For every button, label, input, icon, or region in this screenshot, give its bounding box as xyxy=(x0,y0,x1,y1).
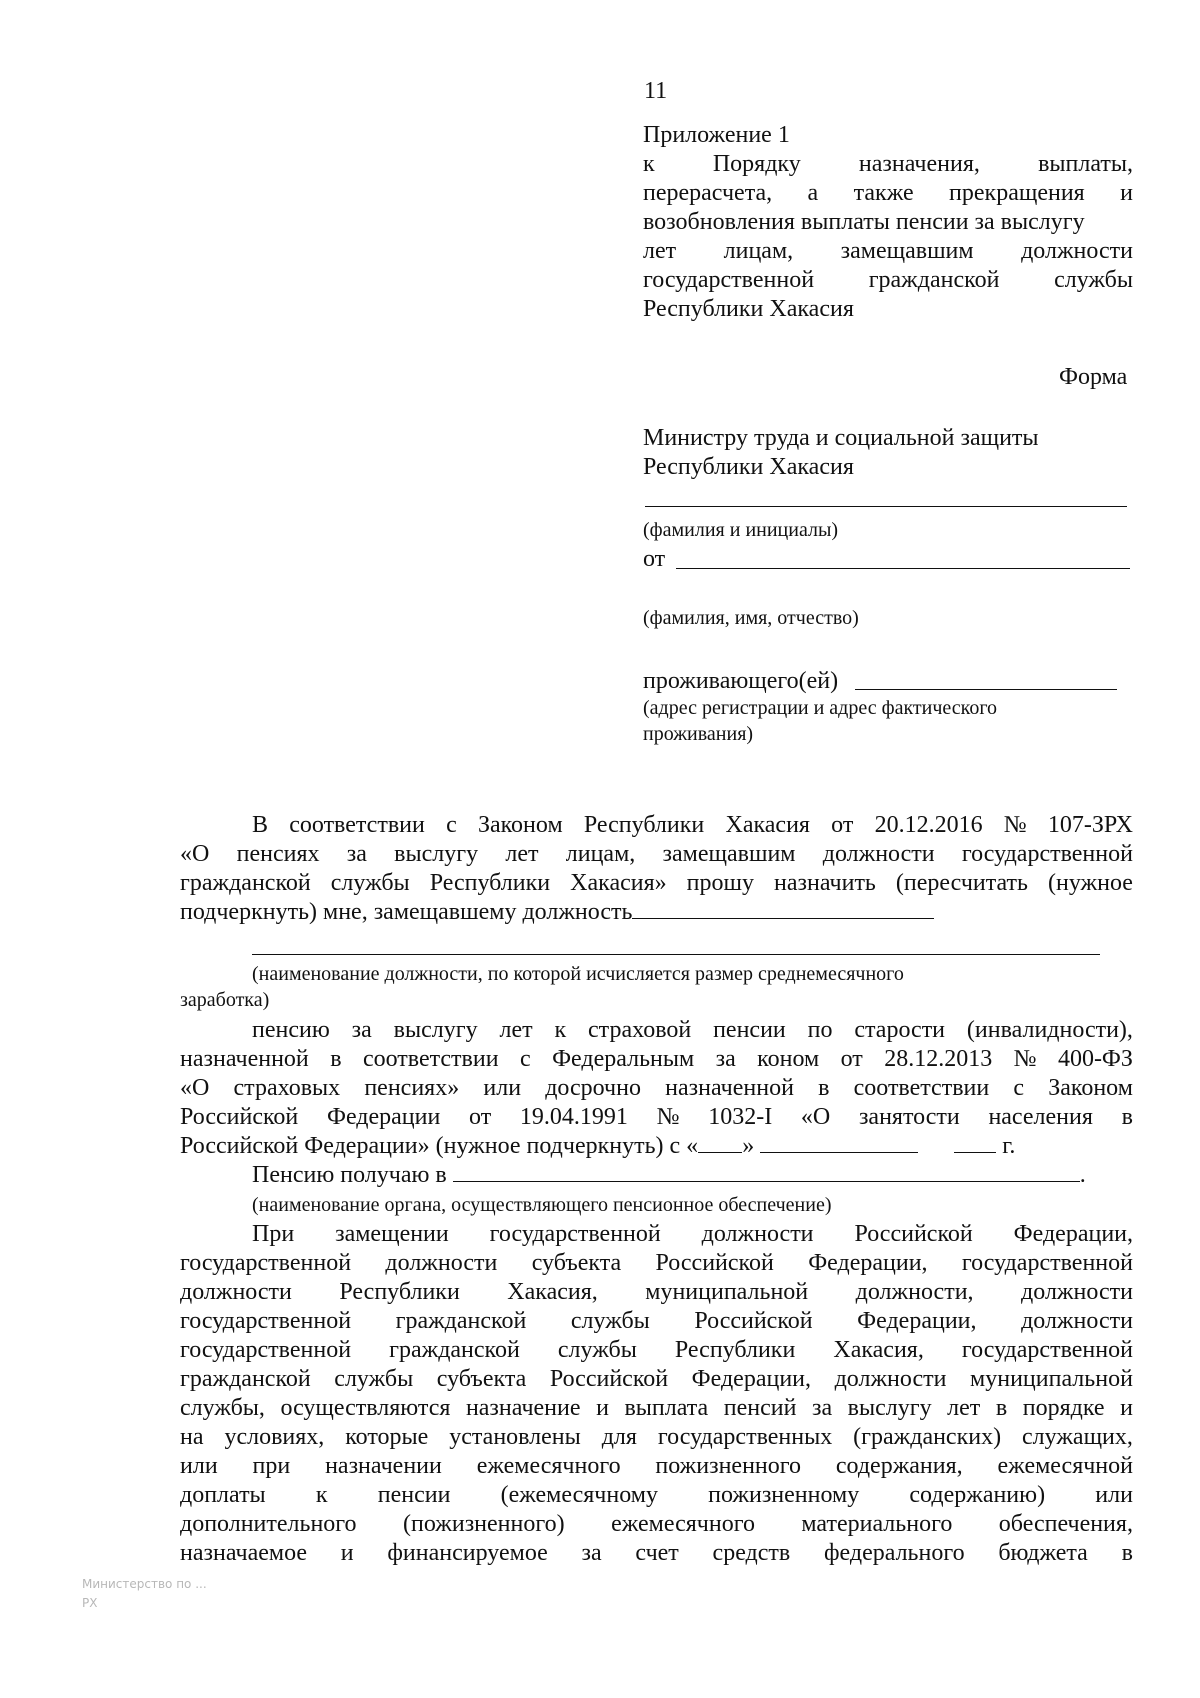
word: назначенной xyxy=(665,1075,794,1101)
word: занятости xyxy=(858,1104,960,1130)
appendix-line xyxy=(643,237,1133,266)
position-name-field xyxy=(252,954,1100,955)
body-line xyxy=(252,811,1133,840)
word: государственной xyxy=(961,1337,1133,1363)
word: замещении xyxy=(335,1221,449,1247)
word: (ежемесячному xyxy=(500,1482,658,1508)
body-line xyxy=(180,1132,1015,1161)
word: должности xyxy=(385,1250,498,1276)
word: прошу xyxy=(686,870,754,896)
word: лицам, xyxy=(723,238,794,264)
position-caption-2: заработка) xyxy=(180,989,270,1011)
body-line xyxy=(180,1510,1133,1539)
word: назначении xyxy=(325,1453,442,1479)
word: Хакасия, xyxy=(507,1279,598,1305)
word: коном xyxy=(757,1046,820,1072)
word: назначение xyxy=(465,1395,581,1421)
word: службы xyxy=(334,1366,414,1392)
word: государственной xyxy=(961,841,1133,867)
word: старости xyxy=(854,1017,946,1043)
word: содержанию) xyxy=(909,1482,1046,1508)
word: гражданской xyxy=(180,870,311,896)
word: лет xyxy=(499,1017,533,1043)
body-line xyxy=(180,840,1133,869)
stamp-line-2: РХ xyxy=(82,1596,98,1610)
word: Порядку xyxy=(712,151,801,177)
word: 28.12.2013 xyxy=(884,1046,993,1072)
word: «О xyxy=(180,841,210,867)
body-line xyxy=(252,1016,1133,1045)
word: от xyxy=(840,1046,863,1072)
word: или xyxy=(180,1453,218,1479)
address-caption-2: проживания) xyxy=(643,723,754,745)
word: в xyxy=(330,1046,342,1072)
word: порядке xyxy=(1022,1395,1105,1421)
word: в xyxy=(818,1075,830,1101)
word: назначения, xyxy=(858,151,980,177)
body-line xyxy=(180,1423,1133,1452)
word: «О xyxy=(180,1075,210,1101)
word: муниципальной xyxy=(645,1279,809,1305)
word: бюджета xyxy=(998,1540,1088,1566)
word: и xyxy=(340,1540,354,1566)
appendix-line: Республики Хакасия xyxy=(643,296,854,322)
addressee-line-1: Министру труда и социальной защиты xyxy=(643,425,1039,451)
word: 20.12.2016 xyxy=(874,812,983,838)
word: Российской xyxy=(180,1104,299,1130)
word: соответствии xyxy=(289,812,425,838)
word: счет xyxy=(635,1540,679,1566)
word: средств xyxy=(712,1540,791,1566)
word: пенсии xyxy=(377,1482,451,1508)
appendix-line xyxy=(643,208,1133,237)
word: в xyxy=(1121,1540,1133,1566)
word: 1032-I xyxy=(708,1104,773,1130)
word: и xyxy=(596,1395,609,1421)
word: № xyxy=(1013,1046,1037,1072)
from-label: от xyxy=(643,546,666,572)
word: а xyxy=(807,180,819,206)
word: лицам, xyxy=(565,841,636,867)
word: пенсии xyxy=(713,1017,786,1043)
day-field xyxy=(698,1132,742,1153)
pension-organ-field xyxy=(453,1161,1080,1182)
word: пенсиях» xyxy=(364,1075,460,1101)
appendix-line xyxy=(643,266,1133,295)
initials-caption: (фамилия и инициалы) xyxy=(643,519,839,541)
word: государственной xyxy=(489,1221,661,1247)
word: условиях, xyxy=(224,1424,325,1450)
word: Республики xyxy=(583,812,705,838)
page-number: 11 xyxy=(644,78,668,104)
word: (инвалидности), xyxy=(966,1017,1133,1043)
month-field xyxy=(760,1132,918,1153)
word: 107-ЗРХ xyxy=(1047,812,1133,838)
word: или xyxy=(483,1075,522,1101)
word: ежемесячной xyxy=(997,1453,1133,1479)
word: обеспечения, xyxy=(998,1511,1133,1537)
word: При xyxy=(252,1221,295,1247)
body-line xyxy=(180,1452,1133,1481)
word: и xyxy=(1120,1395,1133,1421)
word: также xyxy=(853,180,914,206)
word: службы xyxy=(570,1308,650,1334)
appendix-line xyxy=(643,179,1133,208)
position-field xyxy=(632,898,934,919)
body-line xyxy=(180,898,934,927)
word: с xyxy=(446,812,457,838)
word: материального xyxy=(801,1511,953,1537)
word: (гражданских) xyxy=(853,1424,1002,1450)
body-line xyxy=(180,1307,1133,1336)
word: назначаемое xyxy=(180,1540,308,1566)
word: выслугу xyxy=(393,1017,478,1043)
word: государственной xyxy=(961,1250,1133,1276)
word: гражданской xyxy=(180,1366,311,1392)
word: Федерации xyxy=(326,1104,441,1130)
address-field xyxy=(855,689,1117,690)
minister-name-field xyxy=(645,506,1127,507)
address-caption: (адрес регистрации и адрес фактического xyxy=(643,697,998,719)
position-caption: (наименование должности, по которой исчисляется размер среднемесячного xyxy=(252,963,904,985)
word: должности xyxy=(1021,1308,1133,1334)
p1-last-text: подчеркнуть) мне, замещавшему должность xyxy=(180,899,633,925)
word: пенсию xyxy=(252,1017,330,1043)
addressee-line-2: Республики Хакасия xyxy=(643,454,854,480)
appendix-title: Приложение 1 xyxy=(643,122,790,148)
word: доплаты xyxy=(180,1482,266,1508)
body-line xyxy=(180,1539,1133,1568)
word: Хакасия xyxy=(725,812,810,838)
word: службы xyxy=(1054,267,1133,293)
word: перерасчета, xyxy=(643,180,773,206)
receiving-end: . xyxy=(1079,1162,1086,1188)
word: (нужное xyxy=(1048,870,1133,896)
year-suffix: г. xyxy=(1002,1133,1016,1159)
p2-last-text: Российской Федерации» (нужное подчеркнуть) с « xyxy=(180,1133,699,1159)
word: замещавшим xyxy=(840,238,974,264)
body-line xyxy=(180,1365,1133,1394)
word: пожизненного xyxy=(655,1453,802,1479)
word: должности xyxy=(822,841,935,867)
word: дополнительного xyxy=(180,1511,357,1537)
body-line xyxy=(180,1394,1133,1423)
fio-caption: (фамилия, имя, отчество) xyxy=(643,607,859,629)
word: или xyxy=(1095,1482,1133,1508)
word: с xyxy=(1013,1075,1025,1101)
word: к xyxy=(554,1017,567,1043)
word: 19.04.1991 xyxy=(519,1104,628,1130)
word: служащих, xyxy=(1022,1424,1133,1450)
word: Российской xyxy=(655,1250,774,1276)
word: Российской xyxy=(854,1221,973,1247)
body-line xyxy=(180,1336,1133,1365)
word: в xyxy=(995,1395,1008,1421)
word: пенсиях xyxy=(236,841,320,867)
word: соответствии xyxy=(853,1075,990,1101)
word: должности xyxy=(701,1221,814,1247)
word: лет xyxy=(505,841,539,867)
word: Федеральным xyxy=(552,1046,695,1072)
word: за xyxy=(351,1017,372,1043)
body-line xyxy=(180,1249,1133,1278)
word: которые xyxy=(345,1424,429,1450)
word: Хакасия» xyxy=(570,870,667,896)
word: назначенной xyxy=(180,1046,309,1072)
word: гражданской xyxy=(395,1308,527,1334)
word: Республики xyxy=(339,1279,460,1305)
word: должности xyxy=(1021,1279,1133,1305)
word: службы xyxy=(330,870,410,896)
receiving-line xyxy=(252,1161,1086,1190)
word: должности, xyxy=(855,1279,974,1305)
word: ежемесячного xyxy=(476,1453,621,1479)
word: замещавшим xyxy=(662,841,796,867)
word: с xyxy=(519,1046,531,1072)
word: Федерации, xyxy=(808,1250,928,1276)
word: выслугу xyxy=(394,841,479,867)
word: субъекта xyxy=(531,1250,622,1276)
word: от xyxy=(469,1104,492,1130)
word: содержания, xyxy=(835,1453,963,1479)
applicant-name-field xyxy=(676,568,1130,569)
word: и xyxy=(1120,180,1133,206)
word: к xyxy=(315,1482,328,1508)
word: выплаты, xyxy=(1038,151,1133,177)
quote-close: » xyxy=(742,1133,755,1159)
word: 400-ФЗ xyxy=(1057,1046,1133,1072)
word: за xyxy=(346,841,367,867)
word: прекращения xyxy=(949,180,1085,206)
word: к xyxy=(643,151,655,177)
word: соответствии xyxy=(362,1046,499,1072)
word: гражданской xyxy=(389,1337,520,1363)
word: (пожизненного) xyxy=(403,1511,565,1537)
word: «О xyxy=(800,1104,831,1130)
word: по xyxy=(807,1017,833,1043)
body-line xyxy=(252,1220,1133,1249)
word: выслугу xyxy=(847,1395,932,1421)
word: страховых xyxy=(233,1075,341,1101)
word: от xyxy=(831,812,854,838)
word: государственной xyxy=(180,1337,352,1363)
word: установлены xyxy=(449,1424,581,1450)
word: населения xyxy=(988,1104,1093,1130)
word: возобновления выплаты пенсии за выслугу xyxy=(643,209,1085,235)
word: выплата xyxy=(624,1395,709,1421)
body-line xyxy=(180,1481,1133,1510)
word: Федерации, xyxy=(1013,1221,1133,1247)
body-line xyxy=(180,1103,1133,1132)
word: должности xyxy=(180,1279,292,1305)
word: при xyxy=(252,1453,291,1479)
body-line xyxy=(180,1045,1133,1074)
word: Республики xyxy=(429,870,551,896)
word: Российской xyxy=(549,1366,669,1392)
word: службы, xyxy=(180,1395,265,1421)
word: Республики xyxy=(674,1337,796,1363)
word: осуществляются xyxy=(280,1395,451,1421)
word: Российской xyxy=(694,1308,813,1334)
word: для xyxy=(601,1424,637,1450)
word: муниципальной xyxy=(970,1366,1133,1392)
word: Федерации, xyxy=(857,1308,977,1334)
word: за xyxy=(581,1540,602,1566)
word: Федерации, xyxy=(691,1366,812,1392)
word: ежемесячного xyxy=(611,1511,755,1537)
word: гражданской xyxy=(868,267,1000,293)
body-line xyxy=(180,1278,1133,1307)
word: Хакасия, xyxy=(833,1337,924,1363)
word: за xyxy=(811,1395,833,1421)
word: федерального xyxy=(823,1540,965,1566)
stamp-line-1: Министерство по ... xyxy=(82,1577,207,1591)
word: должности xyxy=(1021,238,1133,264)
word: субъекта xyxy=(436,1366,527,1392)
body-line xyxy=(180,869,1133,898)
form-label: Форма xyxy=(1059,364,1128,390)
organ-caption: (наименование органа, осуществляющего пенсионное обеспечение) xyxy=(252,1194,832,1216)
word: пенсий xyxy=(723,1395,797,1421)
word: государственной xyxy=(643,267,815,293)
word: финансируемое xyxy=(387,1540,548,1566)
year-field xyxy=(954,1132,996,1153)
word: Законом xyxy=(477,812,563,838)
word: службы xyxy=(557,1337,637,1363)
word: Законом xyxy=(1048,1075,1133,1101)
word: лет xyxy=(643,238,677,264)
word: № xyxy=(656,1104,680,1130)
word: досрочно xyxy=(545,1075,641,1101)
word: должности xyxy=(834,1366,947,1392)
word: № xyxy=(1003,812,1027,838)
word: пожизненному xyxy=(708,1482,860,1508)
word: на xyxy=(180,1424,204,1450)
word: лет xyxy=(947,1395,981,1421)
word: в xyxy=(1121,1104,1133,1130)
word: государственных xyxy=(657,1424,833,1450)
word: назначить xyxy=(774,870,876,896)
residing-label: проживающего(ей) xyxy=(643,668,839,694)
word: государственной xyxy=(180,1250,352,1276)
appendix-line xyxy=(643,150,1133,179)
word: за xyxy=(715,1046,736,1072)
word: государственной xyxy=(180,1308,352,1334)
word: страховой xyxy=(588,1017,692,1043)
word: (пересчитать xyxy=(895,870,1028,896)
body-line xyxy=(180,1074,1133,1103)
word: В xyxy=(252,812,269,838)
receiving-label: Пенсию получаю в xyxy=(252,1162,447,1188)
